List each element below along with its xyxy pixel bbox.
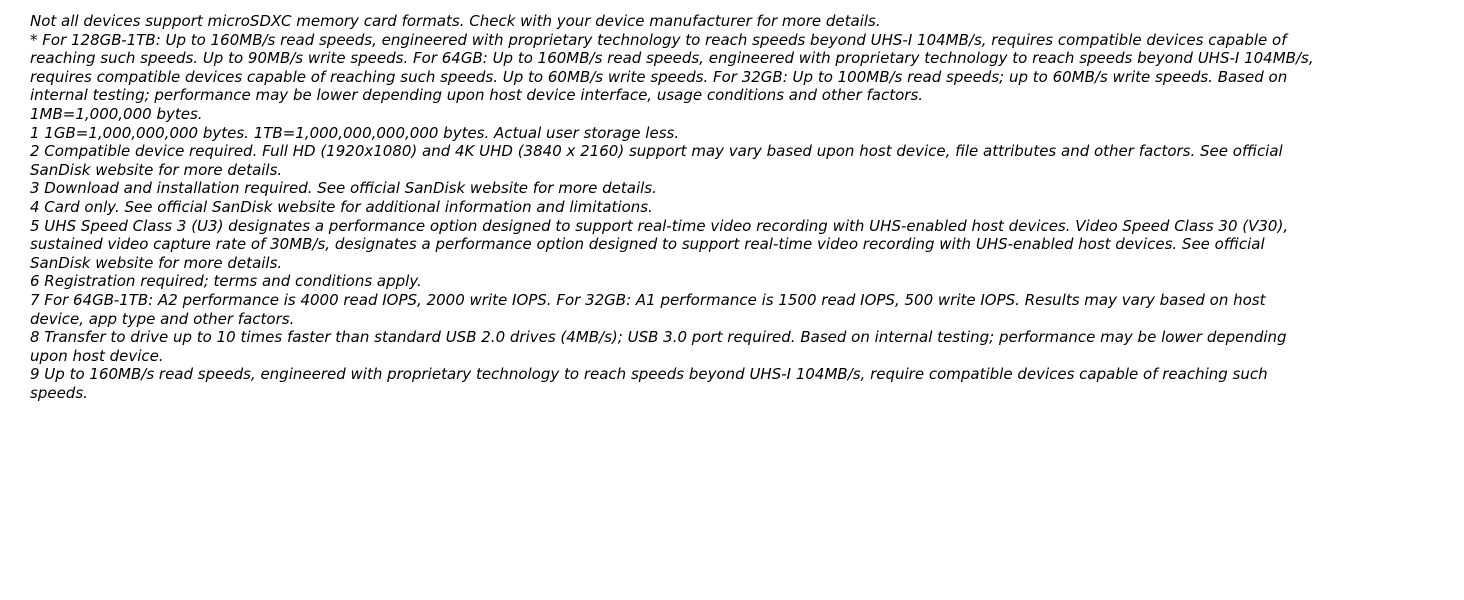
footnote-7-iops: 7 For 64GB-1TB: A2 performance is 4000 read IOPS, 2000 write IOPS. For 32GB: A1 performance is 1500 read IOPS, 500 write IOPS. Results may vary based on host device, app type and other factors. — [30, 290, 1266, 328]
footnote-5-speed-class: 5 UHS Speed Class 3 (U3) designates a performance option designed to support real-time video recording with UHS-enabled host devices. Video Speed Class 30 (V30), sustained video capture rate of 30MB/s, designates a performance option designed to support real-time video recording with UHS-enabled host devices. See official SanDisk website for more details. — [30, 216, 1289, 272]
footnote-2-video-support: 2 Compatible device required. Full HD (1920x1080) and 4K UHD (3840 x 2160) support may vary based upon host device, file attributes and other factors. See official SanDisk website for more details. — [30, 142, 1283, 179]
footnote-mb-definition: 1MB=1,000,000 bytes. — [30, 104, 203, 123]
footnote-speed-details: * For 128GB-1TB: Up to 160MB/s read speeds, engineered with proprietary technology to reach speeds beyond UHS-I 104MB/s, requires compatible devices capable of reaching such speeds. Up to 90MB/s write speeds. For 64GB: Up to 160MB/s read speeds, engineered with proprietary technology to reach speeds beyond UHS-I 104MB/s, requires compatible devices capable of reaching such speeds. Up to 60MB/s write speeds. For 32GB: Up to 100MB/s read speeds; up to 60MB/s write speeds. Based on internal testing; performance may be lower depending upon host device interface, usage conditions and other factors. — [30, 30, 1314, 105]
footnote-6-registration: 6 Registration required; terms and conditions apply. — [30, 272, 422, 291]
footnote-1-storage: 1 1GB=1,000,000,000 bytes. 1TB=1,000,000,000,000 bytes. Actual user storage less. — [30, 123, 680, 142]
footnote-3-download: 3 Download and installation required. See official SanDisk website for more details. — [30, 179, 657, 198]
footnote-8-usb-transfer: 8 Transfer to drive up to 10 times faster than standard USB 2.0 drives (4MB/s); USB 3.0 port required. Based on internal testing; performance may be lower depending upon host device. — [30, 328, 1287, 365]
footnote-compatibility: Not all devices support microSDXC memory card formats. Check with your device manufacturer for more details. — [30, 12, 881, 30]
footnote-4-card-only: 4 Card only. See official SanDisk website for additional information and limitations. — [30, 197, 653, 216]
footnotes-block — [30, 12, 1315, 402]
footnote-9-read-speeds: 9 Up to 160MB/s read speeds, engineered with proprietary technology to reach speeds beyond UHS-I 104MB/s, require compatible devices capable of reaching such speeds. — [30, 365, 1268, 402]
